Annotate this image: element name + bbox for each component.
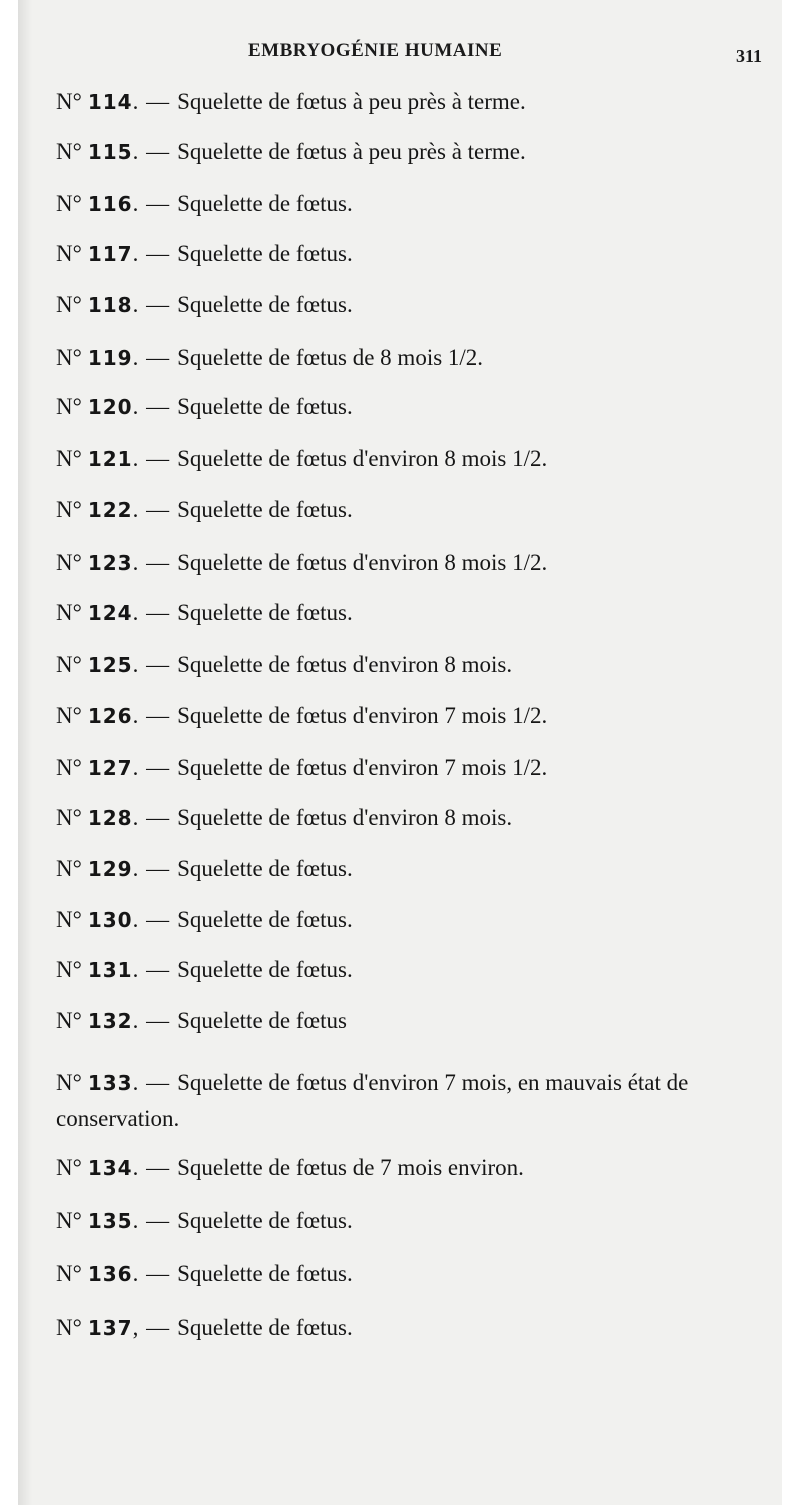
entry-label: N° bbox=[56, 600, 82, 625]
entry-number: 136 bbox=[87, 1262, 133, 1286]
catalog-entry bbox=[56, 1256, 776, 1292]
entry-punctuation: . bbox=[132, 1155, 139, 1180]
entry-label: N° bbox=[56, 497, 82, 522]
catalog-entry bbox=[56, 1310, 776, 1346]
entry-number: 125 bbox=[87, 653, 133, 677]
entry-label: N° bbox=[56, 703, 82, 728]
entry-number: 129 bbox=[87, 857, 133, 881]
catalog-entry bbox=[56, 902, 776, 938]
catalog-entry bbox=[56, 595, 776, 631]
entry-description: Squelette de fœtus de 8 mois 1/2. bbox=[177, 345, 484, 370]
entry-description: Squelette de fœtus. bbox=[177, 907, 353, 932]
entry-dash: — bbox=[146, 907, 170, 932]
entry-label: N° bbox=[56, 139, 82, 164]
entry-number: 118 bbox=[87, 293, 133, 317]
catalog-entry bbox=[56, 492, 776, 528]
page-edge-shadow bbox=[18, 0, 32, 1505]
entry-description: Squelette de fœtus. bbox=[177, 241, 353, 266]
entry-label: N° bbox=[56, 394, 82, 419]
entry-description: Squelette de fœtus de 7 mois environ. bbox=[177, 1155, 524, 1180]
entry-dash: — bbox=[146, 957, 170, 982]
entry-punctuation: . bbox=[132, 550, 139, 575]
entry-label: N° bbox=[56, 1261, 82, 1286]
entry-label: N° bbox=[56, 652, 82, 677]
entry-dash: — bbox=[146, 241, 170, 266]
entry-dash: — bbox=[146, 394, 170, 419]
entry-dash: — bbox=[146, 550, 170, 575]
entry-description: Squelette de fœtus. bbox=[177, 957, 353, 982]
entry-punctuation: . bbox=[132, 497, 139, 522]
entry-punctuation: . bbox=[132, 139, 139, 164]
entry-dash: — bbox=[146, 805, 170, 830]
entry-punctuation: . bbox=[132, 241, 139, 266]
entry-description: Squelette de fœtus à peu près à terme. bbox=[177, 139, 526, 164]
entry-description: Squelette de fœtus d'environ 8 mois. bbox=[177, 805, 513, 830]
entry-label: N° bbox=[56, 89, 82, 114]
entry-punctuation: . bbox=[132, 957, 139, 982]
entry-description: Squelette de fœtus. bbox=[177, 856, 353, 881]
entry-description: Squelette de fœtus bbox=[177, 1008, 347, 1033]
book-page bbox=[18, 0, 782, 1505]
catalog-entry bbox=[56, 545, 776, 581]
entry-label: N° bbox=[56, 805, 82, 830]
entry-number: 131 bbox=[87, 958, 133, 982]
entry-label: N° bbox=[56, 755, 82, 780]
entry-dash: — bbox=[146, 1315, 170, 1340]
entry-description: Squelette de fœtus. bbox=[177, 394, 353, 419]
entry-number: 134 bbox=[87, 1156, 133, 1180]
entry-dash: — bbox=[146, 1261, 170, 1286]
entry-description: Squelette de fœtus. bbox=[177, 292, 353, 317]
entry-punctuation: . bbox=[132, 600, 139, 625]
entry-punctuation: . bbox=[132, 191, 139, 216]
entry-number: 130 bbox=[87, 908, 133, 932]
entry-dash: — bbox=[146, 703, 170, 728]
entry-number: 135 bbox=[87, 1209, 133, 1233]
entry-dash: — bbox=[146, 139, 170, 164]
entry-description: Squelette de fœtus d'environ 8 mois 1/2. bbox=[177, 550, 548, 575]
entry-dash: — bbox=[146, 497, 170, 522]
entry-dash: — bbox=[146, 652, 170, 677]
entry-label: N° bbox=[56, 550, 82, 575]
entry-number: 117 bbox=[87, 242, 133, 266]
catalog-entry bbox=[56, 186, 776, 222]
entry-number: 127 bbox=[87, 756, 133, 780]
entry-punctuation: . bbox=[132, 1070, 139, 1095]
entry-description: Squelette de fœtus. bbox=[177, 1208, 353, 1233]
entry-dash: — bbox=[146, 1008, 170, 1033]
entry-label: N° bbox=[56, 191, 82, 216]
entry-punctuation: . bbox=[132, 1261, 139, 1286]
entry-label: N° bbox=[56, 292, 82, 317]
entry-number: 121 bbox=[87, 447, 133, 471]
entry-label: N° bbox=[56, 1008, 82, 1033]
entry-dash: — bbox=[146, 345, 170, 370]
catalog-entry bbox=[56, 952, 776, 988]
running-head: EMBRYOGÉNIE HUMAINE bbox=[248, 40, 503, 61]
entry-description: Squelette de fœtus. bbox=[177, 600, 353, 625]
entry-punctuation: . bbox=[132, 292, 139, 317]
catalog-entry bbox=[56, 84, 776, 120]
entry-number: 116 bbox=[87, 192, 133, 216]
entry-punctuation: . bbox=[132, 345, 139, 370]
entry-description: Squelette de fœtus à peu près à terme. bbox=[177, 89, 526, 114]
entry-punctuation: . bbox=[132, 394, 139, 419]
entry-punctuation: . bbox=[132, 89, 139, 114]
entry-dash: — bbox=[146, 755, 170, 780]
entry-number: 133 bbox=[87, 1071, 133, 1095]
entry-punctuation: . bbox=[132, 805, 139, 830]
entry-label: N° bbox=[56, 957, 82, 982]
entry-label: N° bbox=[56, 241, 82, 266]
entry-punctuation: . bbox=[132, 755, 139, 780]
catalog-entry bbox=[56, 1150, 776, 1186]
entry-number: 132 bbox=[87, 1009, 133, 1033]
entry-dash: — bbox=[146, 1155, 170, 1180]
entry-punctuation: . bbox=[132, 907, 139, 932]
entry-dash: — bbox=[146, 1070, 170, 1095]
entry-dash: — bbox=[146, 292, 170, 317]
entry-dash: — bbox=[146, 600, 170, 625]
entry-punctuation: , bbox=[132, 1315, 139, 1340]
entry-label: N° bbox=[56, 1155, 82, 1180]
catalog-entry bbox=[56, 647, 776, 683]
entry-number: 128 bbox=[87, 806, 133, 830]
page-number: 311 bbox=[736, 46, 763, 66]
entry-description: Squelette de fœtus d'environ 7 mois 1/2. bbox=[177, 755, 548, 780]
entry-description: Squelette de fœtus d'environ 7 mois 1/2. bbox=[177, 703, 548, 728]
entry-description: Squelette de fœtus. bbox=[177, 497, 353, 522]
entry-description: Squelette de fœtus. bbox=[177, 1315, 353, 1340]
entry-description: Squelette de fœtus d'environ 8 mois. bbox=[177, 652, 513, 677]
entry-punctuation: . bbox=[132, 652, 139, 677]
catalog-entry bbox=[56, 800, 776, 836]
entry-label: N° bbox=[56, 1070, 82, 1095]
entry-dash: — bbox=[146, 446, 170, 471]
entry-punctuation: . bbox=[132, 1208, 139, 1233]
entry-number: 137 bbox=[87, 1316, 133, 1340]
entry-description: Squelette de fœtus. bbox=[177, 191, 353, 216]
entry-punctuation: . bbox=[132, 856, 139, 881]
entry-number: 119 bbox=[87, 346, 133, 370]
catalog-entry bbox=[56, 236, 776, 272]
catalog-entry bbox=[56, 1203, 776, 1239]
entry-label: N° bbox=[56, 1208, 82, 1233]
entry-dash: — bbox=[146, 1208, 170, 1233]
entry-number: 120 bbox=[87, 395, 133, 419]
entry-label: N° bbox=[56, 345, 82, 370]
catalog-entry bbox=[56, 698, 776, 734]
entry-number: 114 bbox=[87, 90, 133, 114]
entry-description: Squelette de fœtus d'environ 8 mois 1/2. bbox=[177, 446, 548, 471]
entry-dash: — bbox=[146, 89, 170, 114]
catalog-entry bbox=[56, 1003, 776, 1039]
entry-description: Squelette de fœtus d'environ 7 mois, en mauvais état de conservation. bbox=[56, 1070, 689, 1131]
catalog-entry bbox=[56, 851, 776, 887]
entry-label: N° bbox=[56, 856, 82, 881]
entry-punctuation: . bbox=[132, 1008, 139, 1033]
catalog-entry bbox=[56, 750, 776, 786]
catalog-entry bbox=[56, 287, 776, 323]
entry-dash: — bbox=[146, 191, 170, 216]
entry-number: 124 bbox=[87, 601, 133, 625]
entry-punctuation: . bbox=[132, 446, 139, 471]
entry-punctuation: . bbox=[132, 703, 139, 728]
catalog-entry bbox=[56, 389, 776, 425]
entry-number: 123 bbox=[87, 551, 133, 575]
entry-description: Squelette de fœtus. bbox=[177, 1261, 353, 1286]
catalog-entry bbox=[56, 1065, 768, 1137]
entry-label: N° bbox=[56, 1315, 82, 1340]
entry-number: 115 bbox=[87, 140, 133, 164]
entry-number: 126 bbox=[87, 704, 133, 728]
catalog-entry bbox=[56, 441, 776, 477]
entry-dash: — bbox=[146, 856, 170, 881]
catalog-entry bbox=[56, 134, 776, 170]
entry-label: N° bbox=[56, 907, 82, 932]
entry-number: 122 bbox=[87, 498, 133, 522]
entry-label: N° bbox=[56, 446, 82, 471]
catalog-entry bbox=[56, 340, 776, 376]
